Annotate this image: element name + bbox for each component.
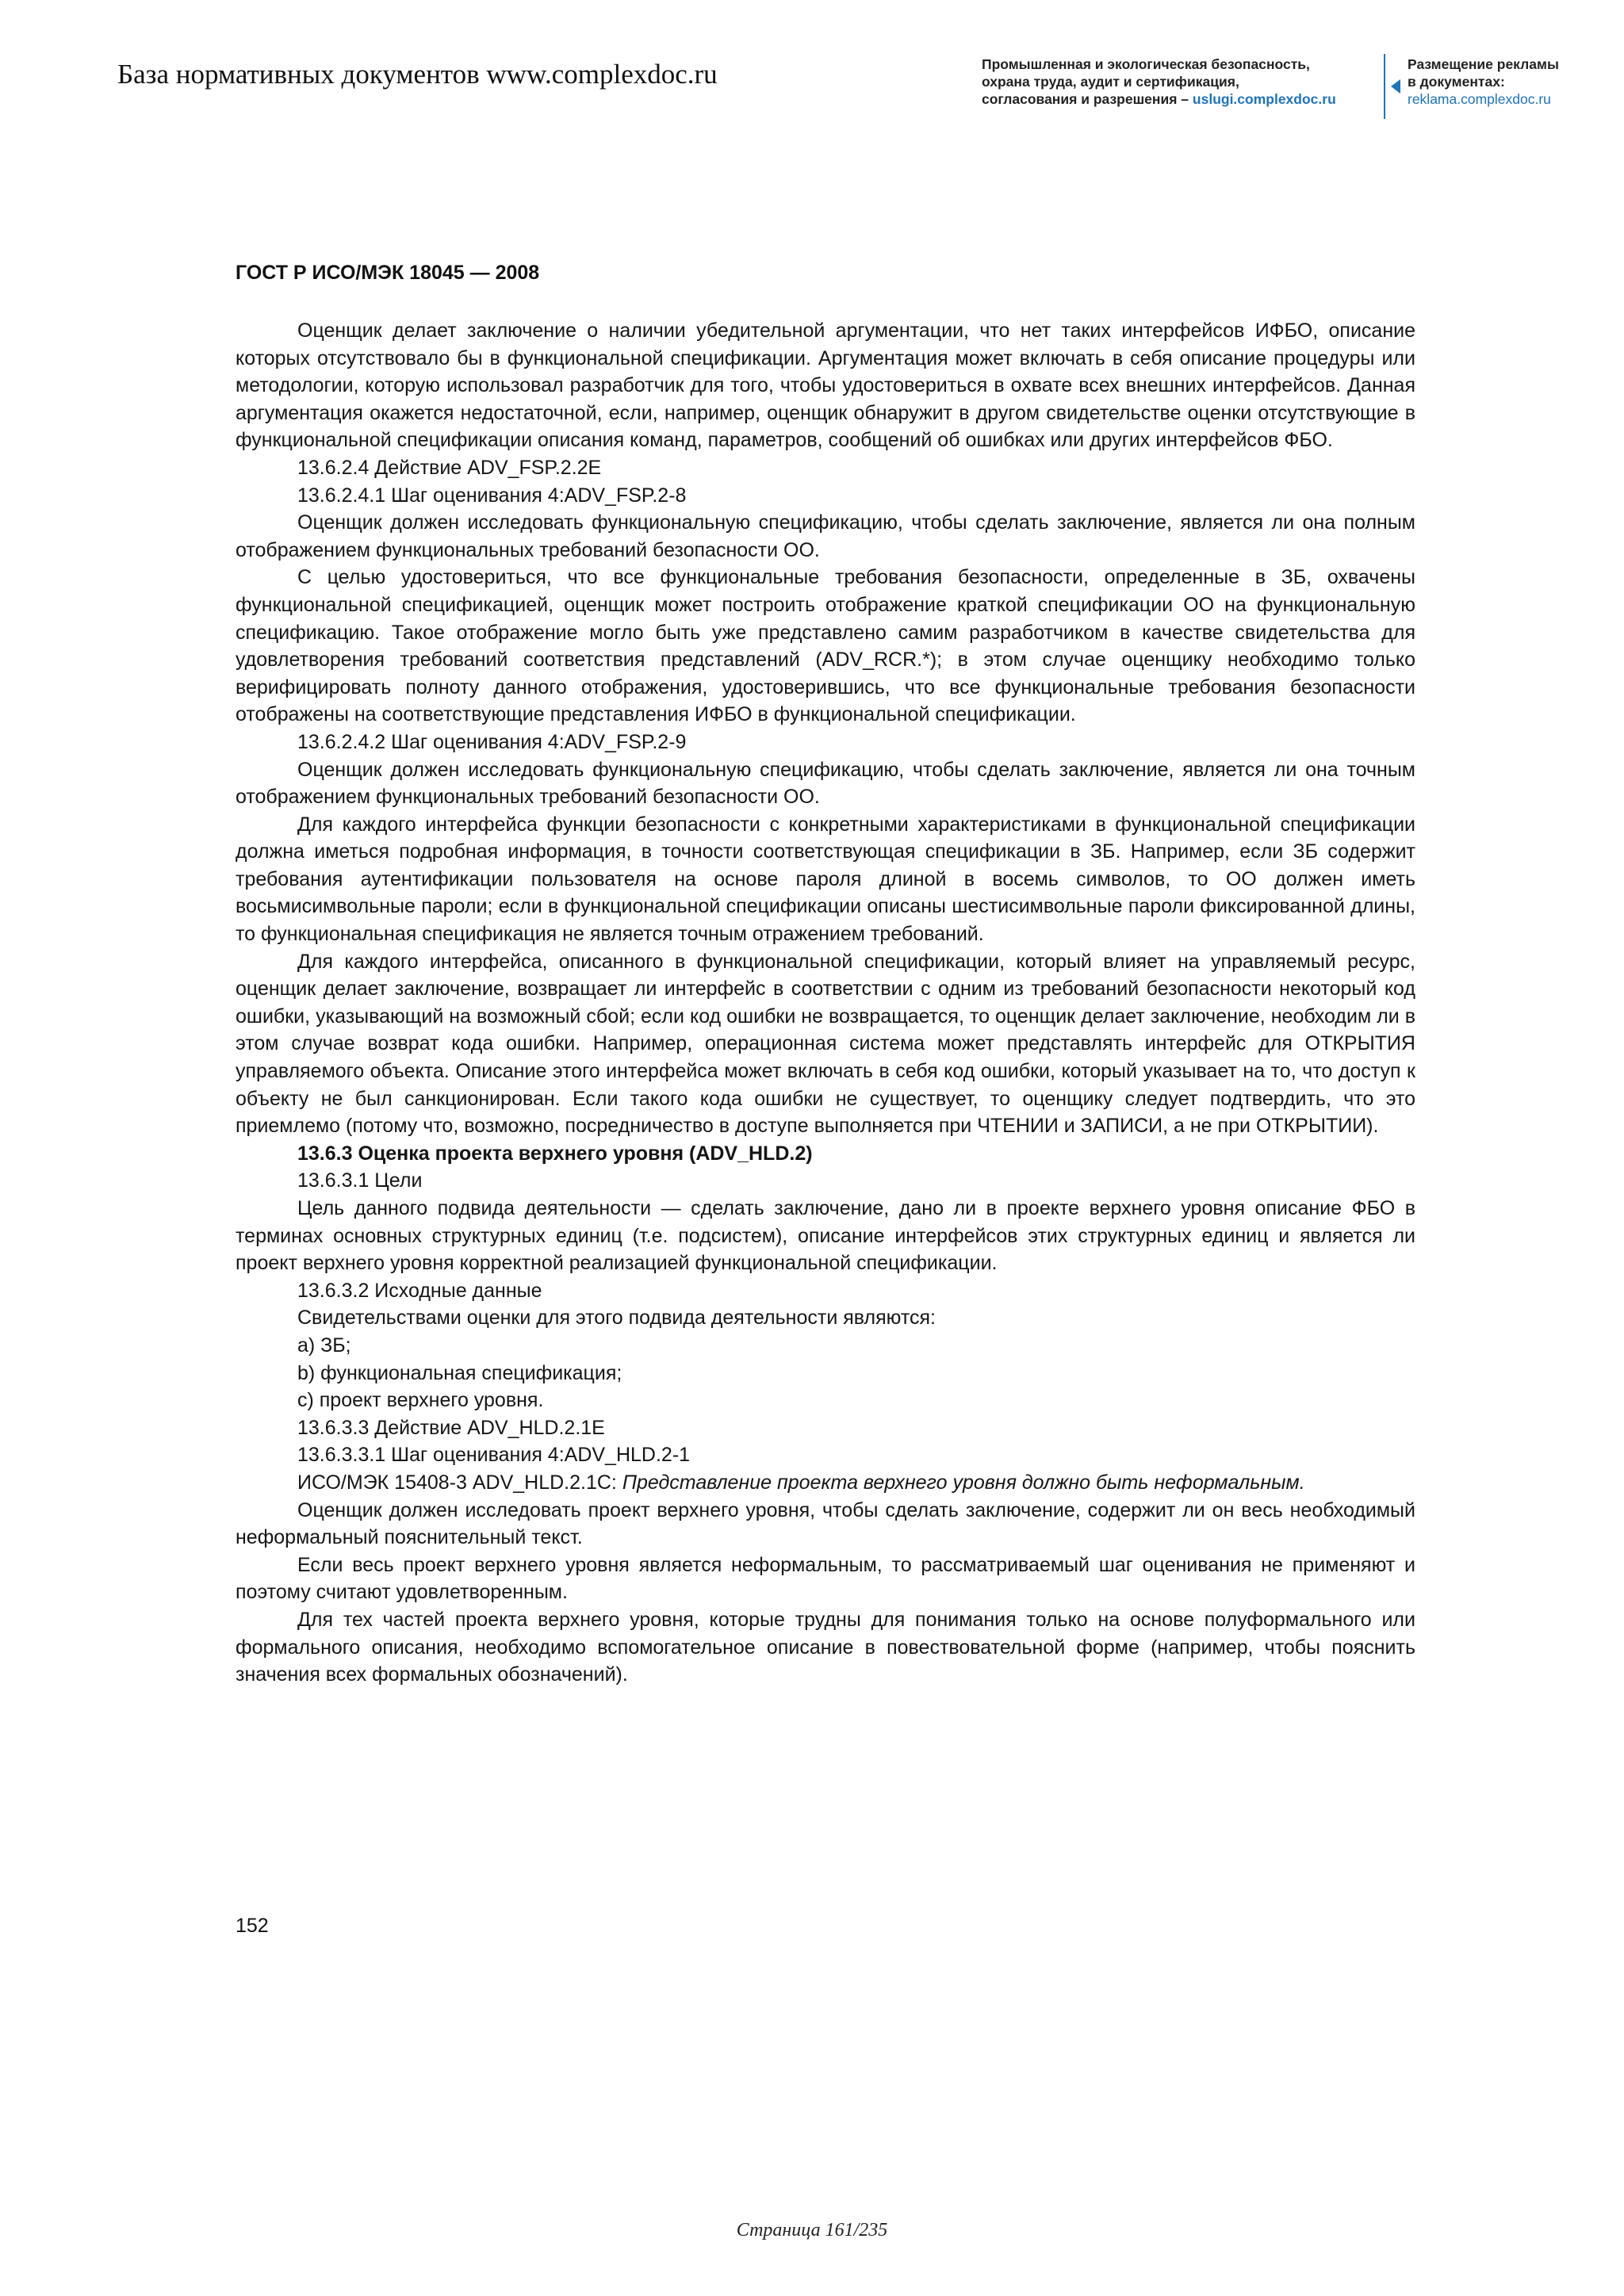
section-heading: 13.6.2.4.1 Шаг оценивания 4:ADV_FSP.2-8: [297, 484, 687, 507]
section-heading: 13.6.3.2 Исходные данные: [297, 1279, 542, 1302]
section-heading-bold: 13.6.3 Оценка проекта верхнего уровня (ADV_HLD.2): [297, 1142, 813, 1165]
paragraph: Для каждого интерфейса функции безопасности с конкретными характеристиками в функциональной спецификации должна иметься подробная информация, в точности соответствующая спецификации в ЗБ. Например, если ЗБ содержит требования аутентификации пользователя на основе пароля длиной в восемь символов, то ОО должен иметь восьмисимвольные пароли; если в функциональной спецификации описаны шестисимвольные пароли фиксированной длины, то функциональная спецификация не является точным отражением требований.: [236, 813, 1415, 946]
section-heading: 13.6.3.1 Цели: [297, 1169, 423, 1192]
services-line-1: Промышленная и экологическая безопасность,: [982, 56, 1310, 72]
section-heading: 13.6.3.3.1 Шаг оценивания 4:ADV_HLD.2-1: [297, 1444, 691, 1467]
site-title: База нормативных документов www.complexdoc.ru: [117, 59, 718, 90]
header-divider: [1384, 54, 1385, 119]
paragraph: Оценщик делает заключение о наличии убедительной аргументации, что нет таких интерфейсов ИФБО, описание которых отсутствовало бы в функциональной спецификации. Аргументация может включать в себя описание процедуры или методологии, которую использовал разработчик для того, чтобы удостовериться в охвате всех внешних интерфейсов. Данная аргументация окажется недостаточной, если, например, оценщик обнаружит в другом свидетельстве оценки отсутствующие в функциональной спецификации описания команд, параметров, сообщений об ошибках или других интерфейсов ФБО.: [236, 320, 1415, 452]
paragraph: Оценщик должен исследовать функциональную спецификацию, чтобы сделать заключение, является ли она полным отображением функциональных требований безопасности ОО.: [236, 511, 1415, 561]
ads-line-2: в документах:: [1408, 74, 1505, 90]
services-line-3-prefix: согласования и разрешения –: [982, 91, 1193, 107]
requirement-paragraph: [236, 1469, 1415, 1497]
page-number: 152: [236, 1915, 269, 1937]
document-code: ГОСТ Р ИСО/МЭК 18045 — 2008: [236, 262, 540, 284]
requirement-ref: ИСО/МЭК 15408-3 ADV_HLD.2.1C:: [297, 1471, 622, 1494]
document-body: [236, 317, 1415, 1689]
ads-link[interactable]: reklama.complexdoc.ru: [1408, 91, 1551, 107]
list-item: b) функциональная спецификация;: [297, 1361, 622, 1384]
paragraph: Оценщик должен исследовать функциональную спецификацию, чтобы сделать заключение, является ли она точным отображением функциональных требований безопасности ОО.: [236, 758, 1415, 809]
section-heading: 13.6.2.4 Действие ADV_FSP.2.2E: [297, 456, 602, 479]
section-heading: 13.6.2.4.2 Шаг оценивания 4:ADV_FSP.2-9: [297, 730, 687, 753]
list-item: a) ЗБ;: [297, 1334, 351, 1357]
paragraph: С целью удостовериться, что все функциональные требования безопасности, определенные в ЗБ, охвачены функциональной спецификацией, оценщик может построить отображение краткой спецификации ОО на функциональную спецификацию. Такое отображение могло быть уже представлено самим разработчиком в качестве свидетельства для удовлетворения требований соответствия представлений (ADV_RCR.*); в этом случае оценщику необходимо только верифицировать полноту данного отображения, удостоверившись, что все функциональные требования безопасности отображены на соответствующие представления ИФБО в функциональной спецификации.: [236, 566, 1415, 726]
paragraph: Цель данного подвида деятельности — сделать заключение, дано ли в проекте верхнего уровня описание ФБО в терминах основных структурных единиц (т.е. подсистем), описание интерфейсов этих структурных единиц и является ли проект верхнего уровня корректной реализацией функциональной спецификации.: [236, 1197, 1415, 1275]
paragraph: Для каждого интерфейса, описанного в функциональной спецификации, который влияет на управляемый ресурс, оценщик делает заключение, возвращает ли интерфейс в соответствии с одним из требований безопасности некоторый код ошибки, указывающий на возможный сбой; если код ошибки не возвращается, то оценщик делает заключение, необходим ли в этом случае возврат кода ошибки. Например, операционная система может представлять интерфейс для ОТКРЫТИЯ управляемого объекта. Описание этого интерфейса может включать в себя код ошибки, который указывает на то, что доступ к объекту не был санкционирован. Если такого кода ошибки не существует, то оценщику следует подтвердить, что это приемлемо (потому что, возможно, посредничество в доступе выполняется при ЧТЕНИИ и ЗАПИСИ, а не при ОТКРЫТИИ).: [236, 950, 1415, 1138]
services-line-3: [982, 90, 1378, 108]
requirement-text: Представление проекта верхнего уровня должно быть неформальным.: [622, 1471, 1305, 1494]
paragraph: Если весь проект верхнего уровня является неформальным, то рассматриваемый шаг оценивания не применяют и поэтому считают удовлетворенным.: [236, 1553, 1415, 1604]
services-link[interactable]: uslugi.complexdoc.ru: [1192, 91, 1336, 107]
ads-line-1: Размещение рекламы: [1408, 56, 1559, 72]
section-heading: 13.6.3.3 Действие ADV_HLD.2.1E: [297, 1416, 605, 1439]
ads-block: [1408, 55, 1606, 108]
list-item: c) проект верхнего уровня.: [297, 1389, 544, 1412]
paragraph: Свидетельствами оценки для этого подвида деятельности являются:: [297, 1307, 936, 1330]
paragraph: Оценщик должен исследовать проект верхнего уровня, чтобы сделать заключение, содержит ли он весь необходимый неформальный пояснительный текст.: [236, 1498, 1415, 1549]
footer-page-label: Страница 161/235: [736, 2220, 888, 2241]
services-line-2: охрана труда, аудит и сертификация,: [982, 74, 1239, 90]
arrow-left-icon: [1391, 79, 1400, 94]
services-block: [982, 55, 1378, 108]
paragraph: Для тех частей проекта верхнего уровня, которые трудны для понимания только на основе полуформального или формального описания, необходимо вспомогательное описание в повествовательной форме (например, чтобы пояснить значения всех формальных обозначений).: [236, 1608, 1415, 1686]
